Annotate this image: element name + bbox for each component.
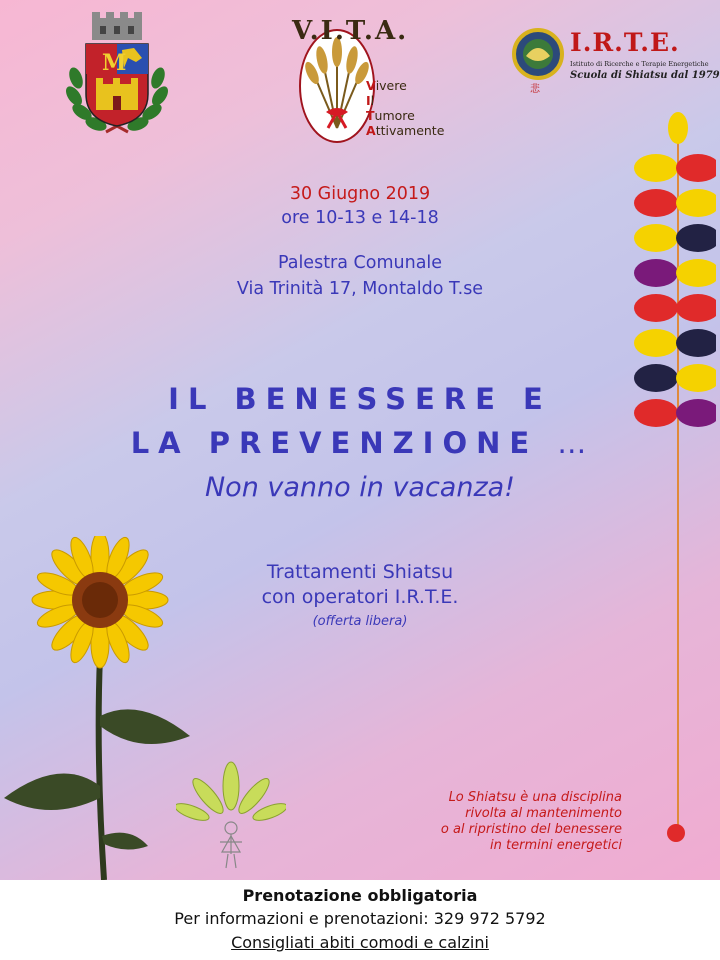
headline-line2: LA PREVENZIONE … bbox=[130, 426, 590, 460]
svg-text:悲: 悲 bbox=[530, 84, 540, 95]
headline-line1: IL BENESSERE E bbox=[168, 382, 552, 416]
vita-line: Tumore bbox=[366, 108, 415, 123]
clothing-advice: Consigliati abiti comodi e calzini bbox=[231, 933, 489, 952]
vita-line: Il bbox=[366, 93, 375, 108]
crest-letter: M bbox=[102, 50, 127, 76]
headline-tagline: Non vanno in vacanza! bbox=[204, 472, 516, 503]
crest-icon bbox=[62, 8, 172, 140]
event-date: 30 Giugno 2019 bbox=[289, 184, 431, 204]
irte-school: Scuola di Shiatsu dal 1979 bbox=[570, 70, 720, 81]
booking-required: Prenotazione obbligatoria bbox=[242, 886, 478, 905]
irte-subtitle: Istituto di Ricerche e Terapie Energetiche bbox=[570, 60, 709, 68]
note-line: rivolta al mantenimento bbox=[465, 806, 622, 821]
note-line: in termini energetici bbox=[490, 838, 622, 853]
note-line: o al ripristino del benessere bbox=[440, 822, 622, 837]
small-plant-figure-icon bbox=[176, 756, 286, 876]
irte-name: I.R.T.E. bbox=[570, 28, 680, 57]
vita-title: V.I.T.A. bbox=[292, 16, 409, 46]
treatment-line1: Trattamenti Shiatsu bbox=[266, 561, 454, 583]
event-place: Palestra Comunale bbox=[277, 253, 443, 273]
headline-ellipsis: … bbox=[557, 426, 590, 460]
event-hours: ore 10-13 e 14-18 bbox=[281, 208, 439, 228]
vita-acronym bbox=[366, 78, 444, 138]
note-line: Lo Shiatsu è una disciplina bbox=[448, 790, 622, 805]
treatment-offer: (offerta libera) bbox=[312, 614, 408, 629]
treatment-line2: con operatori I.R.T.E. bbox=[261, 586, 459, 608]
contact-info: Per informazioni e prenotazioni: 329 972 5792 bbox=[174, 909, 546, 928]
event-address: Via Trinità 17, Montaldo T.se bbox=[236, 279, 484, 299]
vita-line: Attivamente bbox=[366, 123, 445, 138]
vita-line: Vivere bbox=[366, 78, 407, 93]
shiatsu-note bbox=[400, 790, 622, 854]
